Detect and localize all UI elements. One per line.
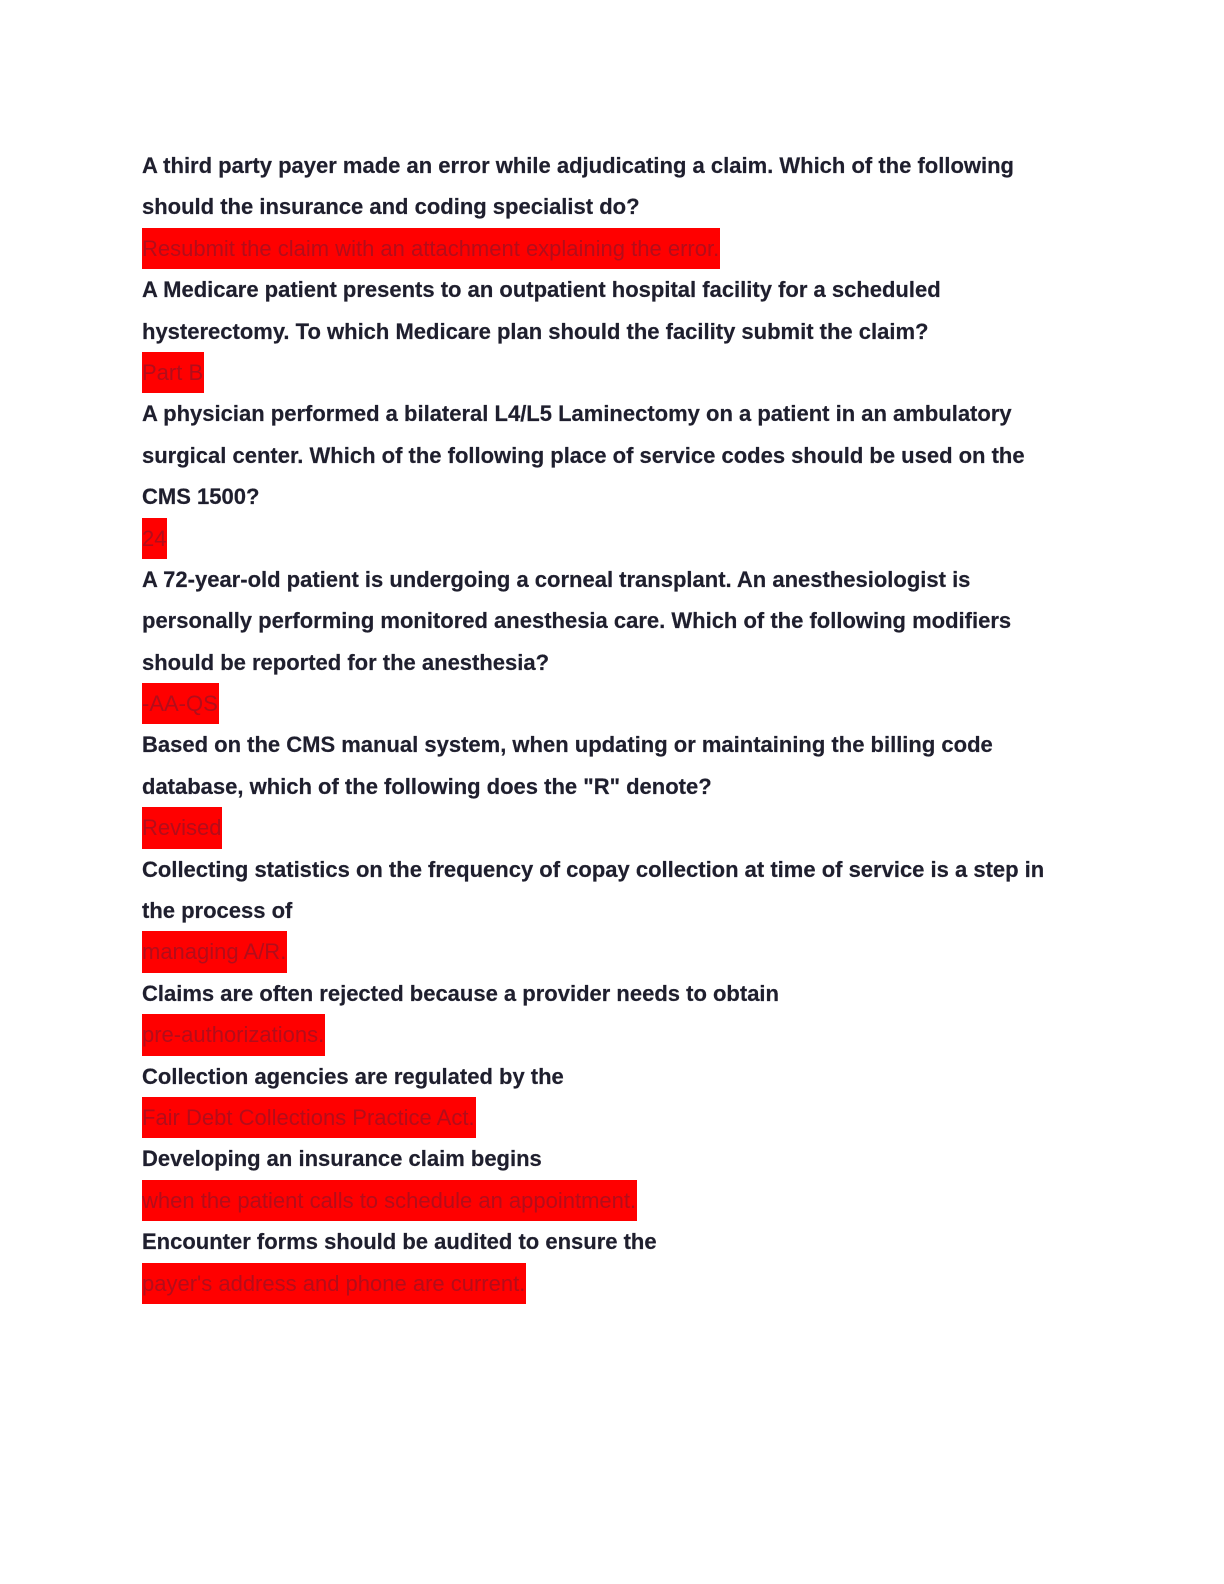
answer-highlight: Fair Debt Collections Practice Act.	[142, 1097, 476, 1138]
question-line: should the insurance and coding specialist do?	[142, 194, 640, 220]
question-line: A third party payer made an error while adjudicating a claim. Which of the following	[142, 153, 1014, 178]
answer-row	[142, 931, 1052, 972]
qa-item	[142, 145, 1052, 269]
qa-item	[142, 849, 1052, 973]
question-line: Encounter forms should be audited to ensure the	[142, 1229, 657, 1255]
question-line: A 72-year-old patient is undergoing a corneal transplant. An anesthesiologist is	[142, 566, 971, 592]
answer-row	[142, 352, 1052, 393]
question-line: Claims are often rejected because a provider needs to obtain	[142, 980, 779, 1006]
answer-highlight: when the patient calls to schedule an appointment.	[142, 1180, 637, 1221]
question-line: Collecting statistics on the frequency of copay collection at time of service is a step in	[142, 856, 1045, 882]
answer-highlight: Resubmit the claim with an attachment explaining the error.	[142, 228, 720, 269]
answer-highlight: Part B	[142, 352, 204, 393]
question-line: should be reported for the anesthesia?	[142, 649, 550, 675]
qa-item	[142, 1221, 1052, 1304]
question-line: CMS 1500?	[142, 484, 260, 510]
answer-highlight: 24	[142, 518, 167, 559]
answer-row	[142, 1263, 1052, 1304]
qa-item	[142, 973, 1052, 1056]
qa-item	[142, 559, 1052, 725]
answer-row	[142, 228, 1052, 269]
qa-item	[142, 1056, 1052, 1139]
qa-list	[142, 145, 1052, 1304]
question-line: A physician performed a bilateral L4/L5 Laminectomy on a patient in an ambulatory	[142, 401, 1012, 427]
answer-highlight: payer's address and phone are current.	[142, 1263, 526, 1304]
answer-row	[142, 807, 1052, 848]
qa-item	[142, 724, 1052, 848]
answer-highlight: managing A/R.	[142, 931, 287, 972]
answer-row	[142, 518, 1052, 559]
question-line: Collection agencies are regulated by the	[142, 1063, 564, 1089]
question-line: Based on the CMS manual system, when updating or maintaining the billing code	[142, 732, 993, 758]
question-line: A Medicare patient presents to an outpatient hospital facility for a scheduled	[142, 277, 941, 303]
answer-row	[142, 1014, 1052, 1055]
question-line: database, which of the following does the "R" denote?	[142, 773, 712, 799]
answer-highlight: Revised	[142, 807, 222, 848]
answer-highlight: -AA-QS	[142, 683, 219, 724]
qa-item	[142, 1138, 1052, 1221]
answer-row	[142, 1097, 1052, 1138]
answer-row	[142, 1180, 1052, 1221]
question-line: Developing an insurance claim begins	[142, 1146, 542, 1172]
qa-item	[142, 393, 1052, 559]
question-line: personally performing monitored anesthesia care. Which of the following modifiers	[142, 608, 1012, 634]
answer-row	[142, 683, 1052, 724]
answer-highlight: pre-authorizations.	[142, 1014, 325, 1055]
qa-item	[142, 269, 1052, 393]
question-line: the process of	[142, 898, 293, 924]
question-line: surgical center. Which of the following place of service codes should be used on the	[142, 442, 1025, 468]
question-line: hysterectomy. To which Medicare plan should the facility submit the claim?	[142, 318, 929, 344]
